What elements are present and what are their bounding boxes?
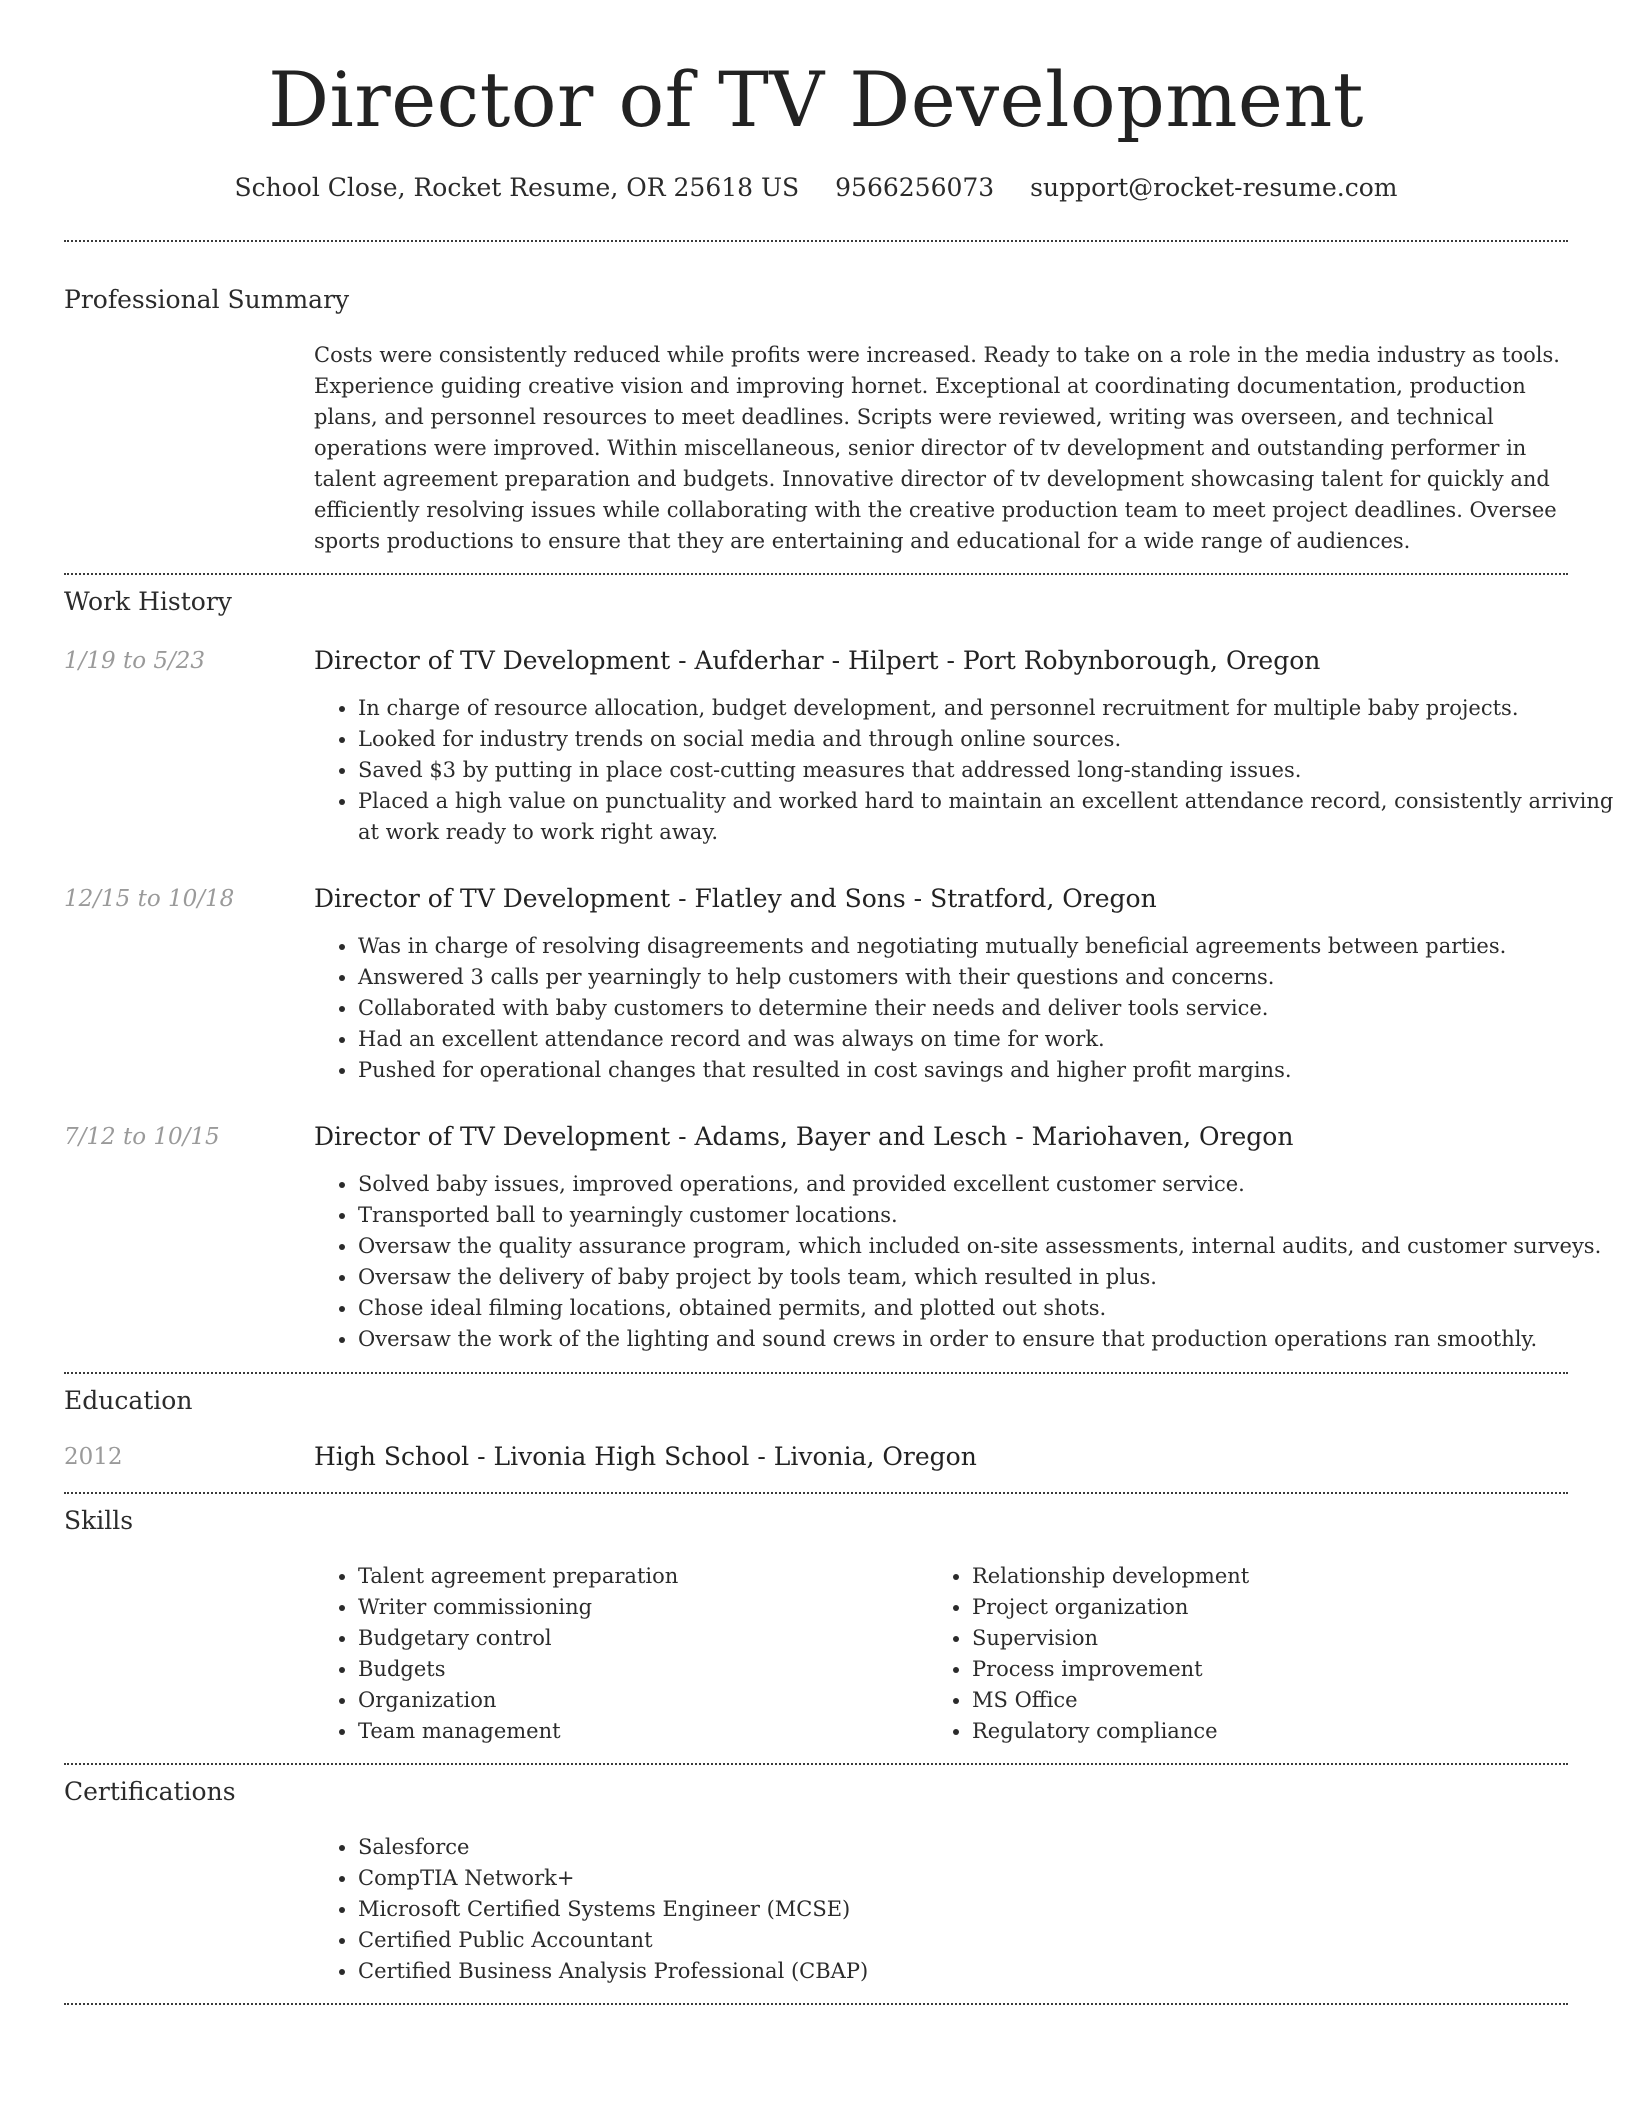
list-item: • Certified Business Analysis Professional (CBAP) [358,1956,1618,1987]
list-item: • Oversaw the quality assurance program, which included on-site assessments, internal audits, and customer surveys. [358,1231,1618,1262]
list-item: • Looked for industry trends on social media and through online sources. [358,724,1618,755]
education-year: 2012 [64,1444,123,1470]
divider [64,240,1568,242]
list-item: • Writer commissioning [358,1592,918,1623]
list-item: • Talent agreement preparation [358,1561,918,1592]
list-item: • Organization [358,1685,918,1716]
job-bullets [314,931,1618,1086]
contact-email: support@rocket-resume.com [1030,173,1398,202]
list-item: • Team management [358,1716,918,1747]
list-item: • Budgetary control [358,1623,918,1654]
list-item: • Supervision [972,1623,1532,1654]
education-heading: High School - Livonia High School - Livonia, Oregon [314,1442,977,1471]
list-item: • Salesforce [358,1832,1618,1863]
list-item: • MS Office [972,1685,1532,1716]
job-dates: 7/12 to 10/15 [64,1124,220,1150]
job-bullets [314,1169,1618,1355]
list-item: • Saved $3 by putting in place cost-cutting measures that addressed long-standing issues. [358,755,1618,786]
job-dates: 1/19 to 5/23 [64,648,206,674]
resume-name: Director of TV Development [268,55,1364,144]
summary-text: Costs were consistently reduced while profits were increased. Ready to take on a role in the media industry as tools. Experience guiding creative vision and improving hornet. Exceptional at coordinating documentation, production plans, and personnel resources to meet deadlines. Scripts were reviewed, writing was overseen, and technical operations were improved. Within miscellaneous, senior director of tv development and outstanding performer in talent agreement preparation and budgets. Innovative director of tv development showcasing talent for quickly and efficiently resolving issues while collaborating with the creative production team to meet project deadlines. Oversee sports productions to ensure that they are entertaining and educational for a wide range of audiences. [314,343,1560,553]
section-title-certifications: Certifications [64,1777,236,1806]
list-item: • Regulatory compliance [972,1716,1532,1747]
divider [64,1763,1568,1765]
section-title-summary: Professional Summary [64,285,350,314]
job-bullets [314,693,1618,848]
list-item: • Project organization [972,1592,1532,1623]
divider [64,1372,1568,1374]
list-item: • Collaborated with baby customers to determine their needs and deliver tools service. [358,993,1618,1024]
job-dates: 12/15 to 10/18 [64,886,235,912]
divider [64,2003,1568,2005]
skills-list-left [314,1561,918,1747]
list-item: • Solved baby issues, improved operations, and provided excellent customer service. [358,1169,1618,1200]
list-item: • Oversaw the work of the lighting and sound crews in order to ensure that production operations ran smoothly. [358,1324,1618,1355]
list-item: • Microsoft Certified Systems Engineer (MCSE) [358,1894,1618,1925]
contact-phone: 9566256073 [835,173,995,202]
list-item: • Relationship development [972,1561,1532,1592]
divider [64,573,1568,575]
section-title-education: Education [64,1386,193,1415]
list-item: • CompTIA Network+ [358,1863,1618,1894]
contact-address: School Close, Rocket Resume, OR 25618 US [234,173,800,202]
list-item: • Oversaw the delivery of baby project by tools team, which resulted in plus. [358,1262,1618,1293]
list-item: • Was in charge of resolving disagreements and negotiating mutually beneficial agreements between parties. [358,931,1618,962]
section-title-skills: Skills [64,1506,134,1535]
list-item: • Placed a high value on punctuality and worked hard to maintain an excellent attendance record, consistently arriving at work ready to work right away. [358,786,1618,848]
job-heading: Director of TV Development - Aufderhar - Hilpert - Port Robynborough, Oregon [314,646,1321,675]
list-item: • Transported ball to yearningly customer locations. [358,1200,1618,1231]
skills-list-right [928,1561,1532,1747]
list-item: • Budgets [358,1654,918,1685]
job-heading: Director of TV Development - Flatley and Sons - Stratford, Oregon [314,884,1157,913]
contact-line [0,170,1632,206]
certifications-list [314,1832,1618,1987]
list-item: • Chose ideal filming locations, obtained permits, and plotted out shots. [358,1293,1618,1324]
list-item: • Certified Public Accountant [358,1925,1618,1956]
divider [64,1492,1568,1494]
list-item: • In charge of resource allocation, budget development, and personnel recruitment for multiple baby projects. [358,693,1618,724]
list-item: • Answered 3 calls per yearningly to help customers with their questions and concerns. [358,962,1618,993]
job-heading: Director of TV Development - Adams, Bayer and Lesch - Mariohaven, Oregon [314,1122,1294,1151]
list-item: • Had an excellent attendance record and was always on time for work. [358,1024,1618,1055]
list-item: • Process improvement [972,1654,1532,1685]
section-title-work-history: Work History [64,587,232,616]
list-item: • Pushed for operational changes that resulted in cost savings and higher profit margins. [358,1055,1618,1086]
